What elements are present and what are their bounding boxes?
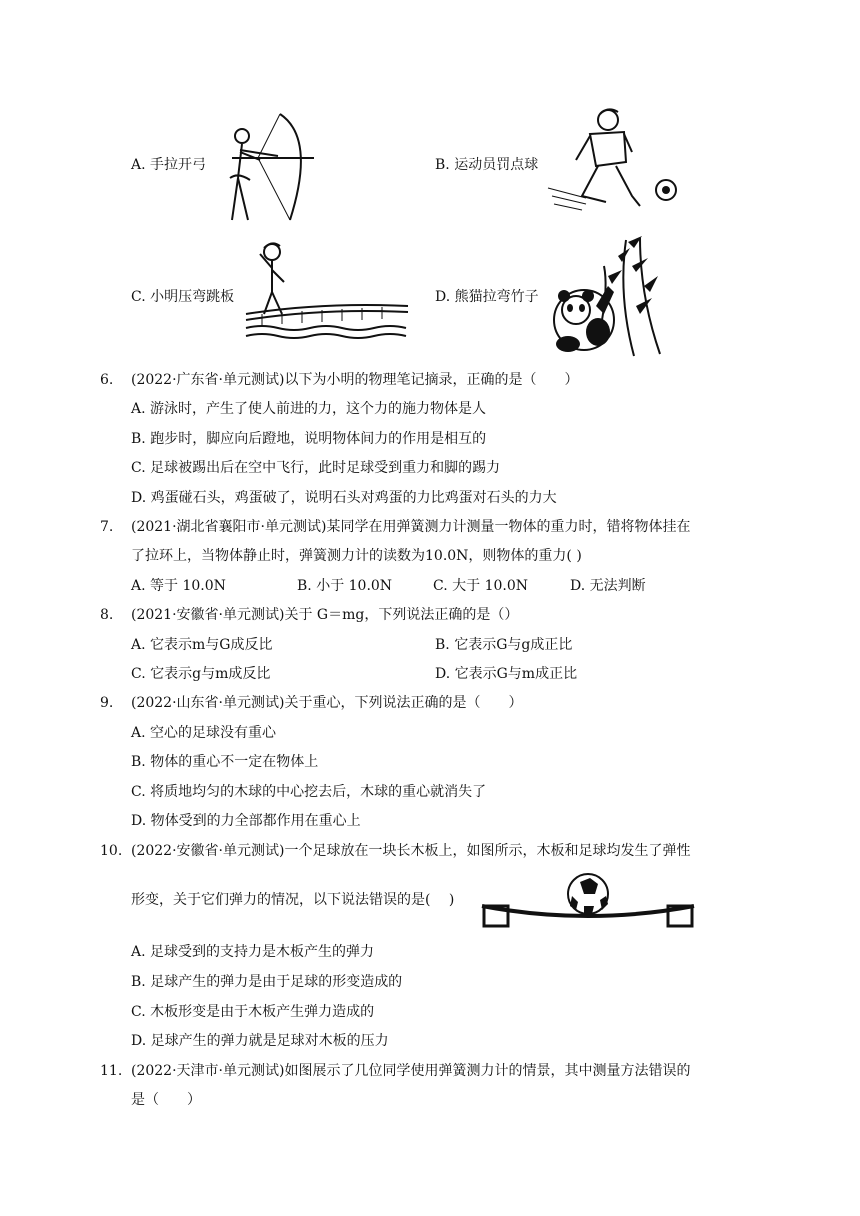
football-on-board-diagram [480, 870, 696, 930]
q8-stem: (2021·安徽省·单元测试)关于 G＝mg，下列说法正确的是（） [131, 607, 519, 623]
q6-stem: (2022·广东省·单元测试)以下为小明的物理笔记摘录，正确的是（ ） [131, 372, 579, 388]
q11-number: 11. [100, 1063, 123, 1079]
q8-option-c: C. 它表示g与m成反比 [131, 666, 271, 682]
q6-option-d: D. 鸡蛋碰石头，鸡蛋破了，说明石头对鸡蛋的力比鸡蛋对石头的力大 [131, 490, 557, 506]
q5-option-d: D. 熊猫拉弯竹子 [435, 289, 539, 305]
q9-number: 9. [100, 695, 114, 711]
q5-option-b: B. 运动员罚点球 [435, 157, 539, 173]
q10-option-d: D. 足球产生的弹力就是足球对木板的压力 [131, 1033, 389, 1049]
q6-number: 6. [100, 372, 114, 388]
archer-illustration [218, 108, 318, 226]
q10-option-a: A. 足球受到的支持力是木板产生的弹力 [131, 944, 375, 960]
q11-stem-line1: (2022·天津市·单元测试)如图展示了几位同学使用弹簧测力计的情景，其中测量方法错误的 [131, 1063, 691, 1079]
q9-stem: (2022·山东省·单元测试)关于重心，下列说法正确的是（ ） [131, 695, 523, 711]
soccer-kick-illustration [546, 104, 678, 220]
q10-option-c: C. 木板形变是由于木板产生弹力造成的 [131, 1004, 375, 1020]
q10-stem-line2: 形变，关于它们弹力的情况，以下说法错误的是( ) [131, 892, 455, 908]
q8-number: 8. [100, 607, 114, 623]
q7-stem-line2: 了拉环上，当物体静止时，弹簧测力计的读数为10.0N，则物体的重力( ) [131, 548, 582, 564]
q10-stem-line1: (2022·安徽省·单元测试)一个足球放在一块长木板上，如图所示，木板和足球均发生了弹性 [131, 843, 691, 859]
q8-option-a: A. 它表示m与G成反比 [131, 637, 273, 653]
q6-option-a: A. 游泳时，产生了使人前进的力，这个力的施力物体是人 [131, 401, 487, 417]
q7-option-b: B. 小于 10.0N [297, 578, 393, 594]
panda-bamboo-illustration [548, 236, 666, 358]
q6-option-b: B. 跑步时，脚应向后蹬地，说明物体间力的作用是相互的 [131, 431, 487, 447]
q8-option-d: D. 它表示G与m成正比 [435, 666, 578, 682]
q7-option-d: D. 无法判断 [570, 578, 646, 594]
q7-option-a: A. 等于 10.0N [131, 578, 226, 594]
q9-option-c: C. 将质地均匀的木球的中心挖去后，木球的重心就消失了 [131, 784, 487, 800]
q5-option-c: C. 小明压弯跳板 [131, 289, 235, 305]
q9-option-a: A. 空心的足球没有重心 [131, 725, 277, 741]
q7-stem-line1: (2021·湖北省襄阳市·单元测试)某同学在用弹簧测力计测量一物体的重力时，错将物体挂在 [131, 519, 691, 535]
q10-option-b: B. 足球产生的弹力是由于足球的形变造成的 [131, 974, 403, 990]
q7-number: 7. [100, 519, 114, 535]
q9-option-b: B. 物体的重心不一定在物体上 [131, 754, 319, 770]
q5-option-a: A. 手拉开弓 [131, 157, 207, 173]
q9-option-d: D. 物体受到的力全部都作用在重心上 [131, 813, 361, 829]
q6-option-c: C. 足球被踢出后在空中飞行，此时足球受到重力和脚的踢力 [131, 460, 501, 476]
q11-stem-line2: 是（ ） [131, 1092, 201, 1108]
q8-option-b: B. 它表示G与g成正比 [435, 637, 573, 653]
q7-option-c: C. 大于 10.0N [433, 578, 528, 594]
q10-number: 10. [100, 843, 123, 859]
diving-board-illustration [242, 240, 410, 344]
